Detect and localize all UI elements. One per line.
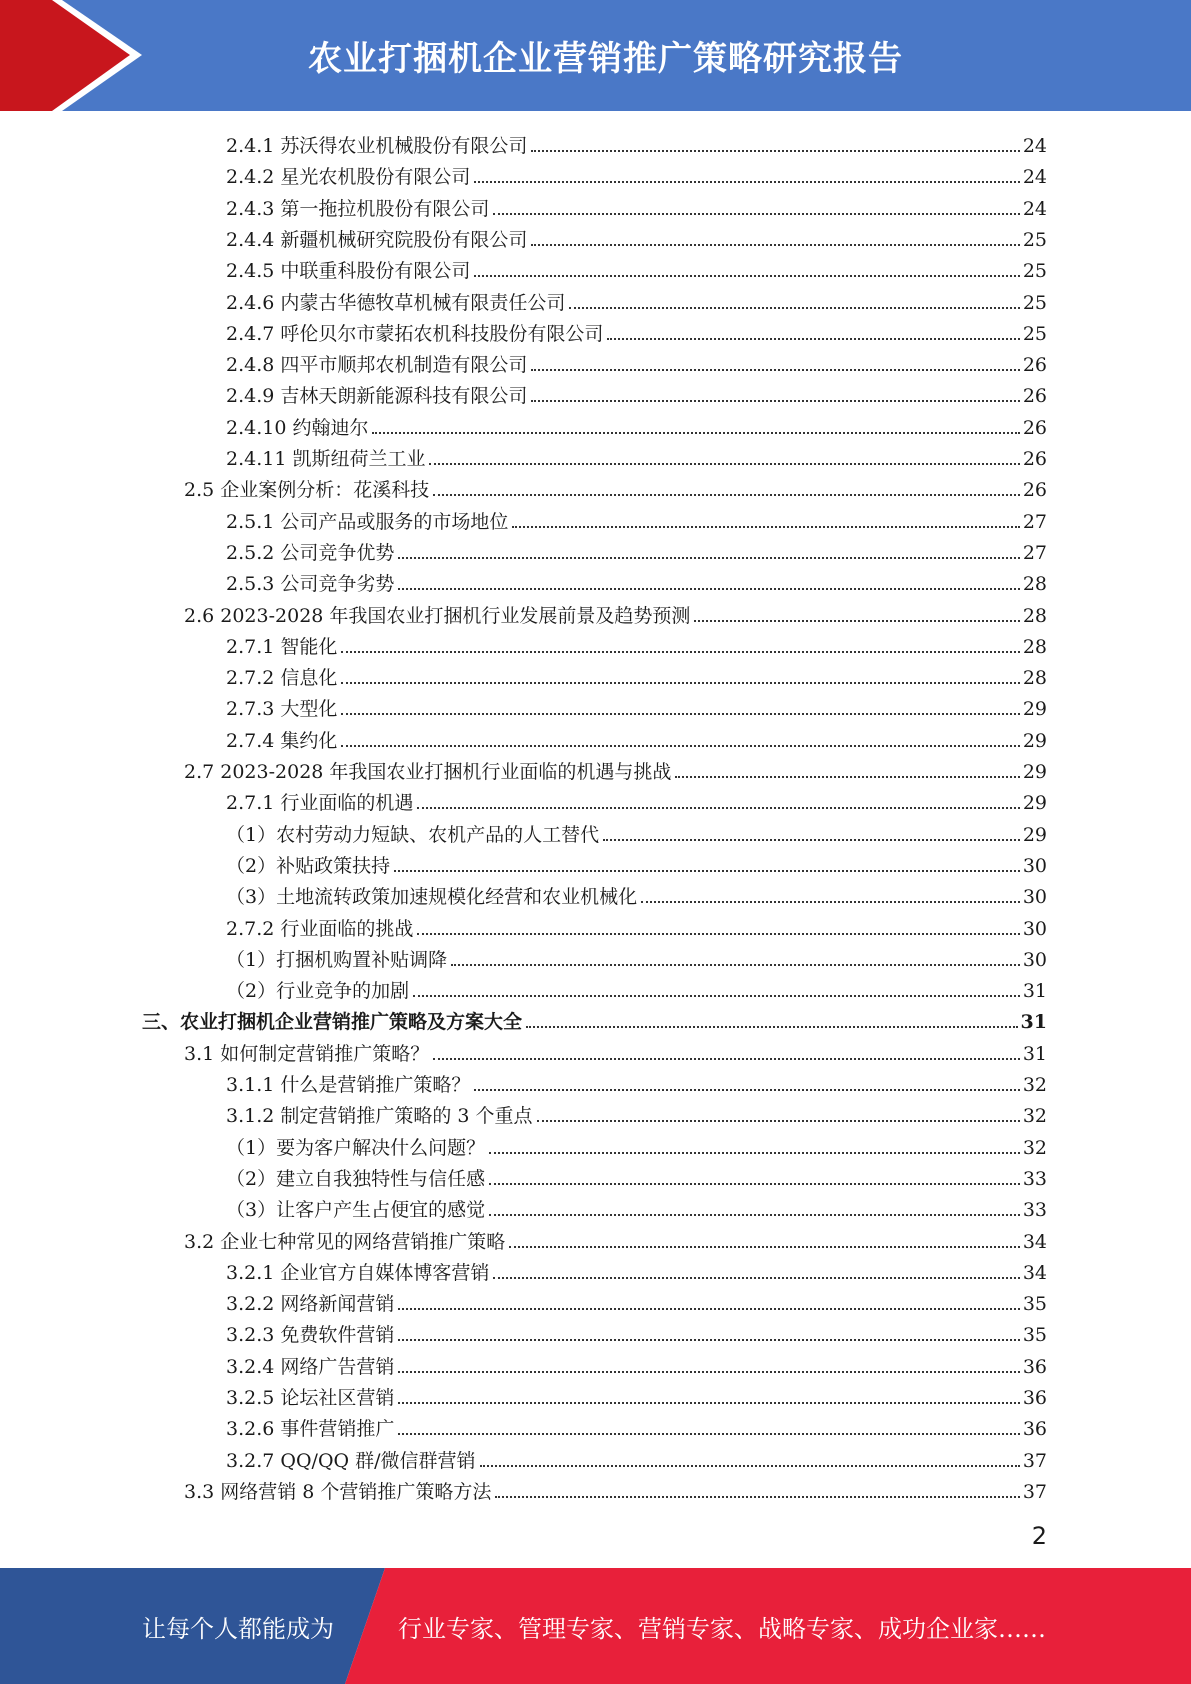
toc-dot-leader [341,745,1019,747]
toc-entry[interactable] [226,941,1047,972]
toc-dot-leader [341,713,1019,715]
toc-entry-label: 2.7.2 信息化 [226,667,338,690]
toc-entry-page: 30 [1022,917,1047,940]
toc-entry-label: 2.7.1 智能化 [226,635,338,658]
toc-dot-leader [341,651,1019,653]
toc-entry-label: 2.4.5 中联重科股份有限公司 [226,260,471,283]
toc-dot-leader [398,1402,1019,1404]
toc-entry[interactable] [226,1442,1047,1473]
toc-entry-page: 30 [1022,854,1047,877]
toc-entry-page: 26 [1022,416,1047,439]
footer-slogan-left: 让每个人都能成为 [142,1614,334,1643]
toc-dot-leader [537,1120,1020,1122]
toc-entry-label: 3.2.1 企业官方自媒体博客营销 [226,1261,490,1284]
toc-entry-label: （3）土地流转政策加速规模化经营和农业机械化 [226,886,638,909]
toc-entry-label: 3.1.1 什么是营销推广策略？ [226,1074,471,1096]
toc-dot-leader [413,995,1020,997]
toc-entry[interactable] [226,847,1047,878]
toc-dot-leader [493,1277,1019,1279]
toc-entry-page: 33 [1022,1167,1047,1190]
toc-entry-label: 3.1.2 制定营销推广策略的 3 个重点 [226,1105,533,1128]
toc-entry-label: （1）打捆机购置补贴调降 [226,948,448,971]
toc-entry-label: 3.2.2 网络新闻营销 [226,1293,395,1316]
toc-dot-leader [398,1308,1019,1310]
toc-entry-label: 2.4.11 凯斯纽荷兰工业 [226,448,426,470]
toc-entry-page: 24 [1022,135,1047,157]
toc-dot-leader [569,307,1019,309]
toc-entry[interactable] [226,190,1047,221]
toc-entry-page: 31 [1022,1042,1047,1065]
toc-entry-label: 2.4.9 吉林天朗新能源科技有限公司 [226,385,528,408]
toc-dot-leader [398,557,1019,559]
toc-entry-page: 36 [1022,1387,1047,1409]
toc-entry-label: 2.7.2 行业面临的挑战 [226,917,414,940]
toc-entry-page: 35 [1022,1293,1047,1316]
toc-entry[interactable] [226,377,1047,408]
toc-entry-label: 3.2.5 论坛社区营销 [226,1387,395,1409]
toc-entry-label: 2.5.3 公司竞争劣势 [226,573,395,596]
toc-entry-page: 30 [1022,886,1047,909]
toc-entry[interactable] [184,1473,1047,1504]
toc-entry-page: 24 [1022,166,1047,189]
toc-entry-page: 29 [1022,729,1047,752]
toc-entry-page: 37 [1022,1449,1047,1472]
toc-entry-page: 32 [1022,1074,1047,1096]
toc-entry[interactable] [226,878,1047,909]
toc-entry-label: 2.4.2 星光农机股份有限公司 [226,166,471,189]
toc-dot-leader [433,494,1020,496]
toc-entry-label: 2.5.2 公司竞争优势 [226,541,395,564]
toc-entry[interactable] [226,409,1047,440]
toc-dot-leader [512,526,1019,528]
toc-entry-page: 26 [1022,354,1047,377]
toc-entry[interactable] [184,1223,1047,1254]
toc-entry-page: 28 [1022,604,1047,627]
toc-entry-label: 2.4.1 苏沃得农业机械股份有限公司 [226,135,528,157]
toc-entry[interactable] [226,1191,1047,1222]
toc-entry[interactable] [226,252,1047,283]
toc-entry[interactable] [226,722,1047,753]
toc-entry-label: （2）建立自我独特性与信任感 [226,1167,486,1190]
toc-entry-page: 29 [1022,823,1047,846]
toc-entry-label: 3.2.3 免费软件营销 [226,1324,395,1347]
toc-entry[interactable] [226,972,1047,1003]
toc-dot-leader [526,1026,1018,1028]
toc-dot-leader [531,150,1019,152]
toc-entry-label: 2.7.3 大型化 [226,698,338,721]
page-number: 2 [1031,1522,1047,1550]
toc-entry-page: 35 [1022,1324,1047,1347]
toc-entry-label: 2.4.6 内蒙古华德牧草机械有限责任公司 [226,291,566,314]
toc-entry[interactable] [226,910,1047,941]
toc-dot-leader [372,432,1019,434]
toc-entry-page: 25 [1022,291,1047,314]
toc-dot-leader [474,181,1019,183]
toc-entry[interactable] [142,1003,1047,1034]
toc-dot-leader [675,776,1019,778]
toc-entry[interactable] [226,158,1047,189]
toc-dot-leader [694,620,1019,622]
toc-entry-page: 28 [1022,667,1047,690]
toc-dot-leader [417,933,1019,935]
toc-entry-label: 2.5.1 公司产品或服务的市场地位 [226,510,509,533]
toc-entry-label: 2.7.1 行业面临的机遇 [226,792,414,815]
toc-entry-page: 29 [1022,761,1047,783]
toc-entry-page: 26 [1022,385,1047,408]
toc-entry-label: 2.4.3 第一拖拉机股份有限公司 [226,197,490,220]
toc-dot-leader [480,1465,1020,1467]
toc-dot-leader [489,1183,1020,1185]
toc-dot-leader [417,807,1019,809]
toc-entry-page: 32 [1022,1105,1047,1128]
toc-entry-page: 27 [1022,510,1047,533]
toc-entry-label: 3.2.6 事件营销推广 [226,1418,395,1441]
toc-entry-label: 2.6 2023-2028 年我国农业打捆机行业发展前景及趋势预测 [184,604,691,627]
toc-entry-page: 31 [1022,980,1047,1003]
footer-slogan-right: 行业专家、管理专家、营销专家、战略专家、成功企业家…… [398,1614,1046,1643]
toc-entry-label: （3）让客户产生占便宜的感觉 [226,1199,486,1222]
toc-entry-label: 2.4.8 四平市顺邦农机制造有限公司 [226,354,528,377]
toc-entry[interactable] [184,753,1047,784]
toc-entry-label: （1）农村劳动力短缺、农机产品的人工替代 [226,823,600,846]
toc-entry-page: 33 [1022,1199,1047,1222]
toc-dot-leader [451,964,1020,966]
toc-entry-label: 2.5 企业案例分析：花溪科技 [184,479,430,502]
toc-entry-page: 24 [1022,197,1047,220]
toc-dot-leader [607,338,1019,340]
toc-entry[interactable] [226,659,1047,690]
toc-dot-leader [509,1246,1020,1248]
toc-dot-leader [398,1433,1019,1435]
toc-dot-leader [341,682,1019,684]
toc-entry-label: 三、农业打捆机企业营销推广策略及方案大全 [142,1011,523,1034]
toc-entry[interactable] [226,1316,1047,1347]
toc-entry[interactable] [226,315,1047,346]
toc-entry[interactable] [184,1035,1047,1066]
toc-entry[interactable] [226,1129,1047,1160]
toc-dot-leader [398,588,1019,590]
toc-entry[interactable] [226,1160,1047,1191]
toc-entry[interactable] [226,1379,1047,1410]
toc-entry[interactable] [226,1066,1047,1097]
toc-entry-page: 37 [1022,1480,1047,1503]
toc-entry-page: 27 [1022,541,1047,564]
toc-entry-label: 2.7.4 集约化 [226,729,338,752]
toc-entry-label: 3.2.4 网络广告营销 [226,1355,395,1378]
document-title: 农业打捆机企业营销推广策略研究报告 [308,39,903,79]
toc-dot-leader [495,1496,1019,1498]
toc-dot-leader [531,400,1019,402]
toc-entry[interactable] [226,628,1047,659]
toc-entry-page: 34 [1022,1261,1047,1284]
toc-entry-page: 30 [1022,948,1047,971]
toc-entry-page: 25 [1022,260,1047,283]
toc-entry-page: 31 [1020,1011,1047,1034]
toc-entry-page: 26 [1022,479,1047,502]
toc-dot-leader [429,463,1019,465]
toc-dot-leader [489,1152,1020,1154]
toc-dot-leader [398,1371,1019,1373]
toc-entry-page: 36 [1022,1418,1047,1441]
toc-dot-leader [493,213,1019,215]
toc-entry-label: 2.4.7 呼伦贝尔市蒙拓农机科技股份有限公司 [226,322,604,345]
toc-entry-label: 3.1 如何制定营销推广策略？ [184,1042,430,1065]
toc-entry-page: 26 [1022,448,1047,470]
toc-dot-leader [531,244,1019,246]
toc-entry[interactable] [226,1254,1047,1285]
toc-entry-page: 36 [1022,1355,1047,1378]
toc-entry[interactable] [226,1410,1047,1441]
toc-entry[interactable] [226,565,1047,596]
toc-entry[interactable] [226,816,1047,847]
toc-entry[interactable] [226,127,1047,158]
toc-entry[interactable] [226,346,1047,377]
toc-dot-leader [474,275,1019,277]
toc-entry-page: 25 [1022,322,1047,345]
toc-entry-label: 3.3 网络营销 8 个营销推广策略方法 [184,1480,492,1503]
toc-entry-label: 3.2 企业七种常见的网络营销推广策略 [184,1230,506,1253]
toc-entry-page: 32 [1022,1136,1047,1159]
toc-entry-label: （2）行业竞争的加剧 [226,980,410,1003]
toc-entry[interactable] [226,690,1047,721]
toc-entry[interactable] [184,597,1047,628]
toc-entry-label: 2.4.4 新疆机械研究院股份有限公司 [226,228,528,251]
toc-dot-leader [603,839,1020,841]
toc-dot-leader [489,1214,1020,1216]
toc-entry[interactable] [226,784,1047,815]
toc-dot-leader [394,870,1020,872]
toc-dot-leader [398,1339,1019,1341]
toc-dot-leader [531,369,1019,371]
toc-entry[interactable] [226,1097,1047,1128]
toc-entry-label: 3.2.7 QQ/QQ 群/微信群营销 [226,1449,476,1472]
toc-entry[interactable] [226,1348,1047,1379]
toc-entry[interactable] [226,503,1047,534]
toc-dot-leader [641,901,1020,903]
toc-entry-page: 25 [1022,228,1047,251]
toc-dot-leader [474,1089,1019,1091]
toc-entry-page: 34 [1022,1230,1047,1253]
toc-entry-page: 28 [1022,573,1047,596]
toc-entry[interactable] [226,221,1047,252]
toc-entry-page: 29 [1022,698,1047,721]
toc-entry-label: （2）补贴政策扶持 [226,854,391,877]
page-header [0,0,1191,111]
toc-entry[interactable] [226,284,1047,315]
toc-entry[interactable] [226,534,1047,565]
toc-dot-leader [433,1058,1020,1060]
toc-entry[interactable] [184,471,1047,502]
toc-entry[interactable] [226,440,1047,471]
toc-entry-page: 28 [1022,635,1047,658]
page-footer [0,1568,1191,1684]
toc-entry-page: 29 [1022,792,1047,815]
toc-entry-label: （1）要为客户解决什么问题？ [226,1136,486,1159]
toc-entry[interactable] [226,1285,1047,1316]
toc-entry-label: 2.7 2023-2028 年我国农业打捆机行业面临的机遇与挑战 [184,761,672,783]
toc-entry-label: 2.4.10 约翰迪尔 [226,416,369,439]
